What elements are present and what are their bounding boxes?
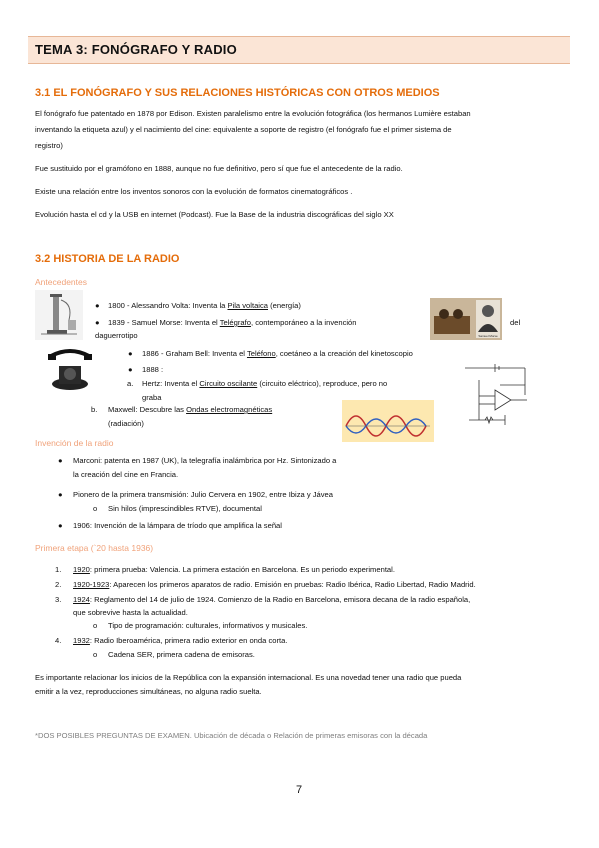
exam-note: *DOS POSIBLES PREGUNTAS DE EXAMEN. Ubicación de década o Relación de primeras emisoras con la década bbox=[35, 731, 428, 740]
telephone-image bbox=[45, 344, 95, 394]
etapa-2-text: : Aparecen los primeros aparatos de radio. Emisión en pruebas: Radio Ibérica, Radio Libertad, Radio Madrid. bbox=[109, 580, 476, 589]
invencion-2-sub: Sin hilos (imprescindibles RTVE), documental bbox=[108, 504, 262, 513]
antecedente-3 bbox=[142, 347, 413, 360]
etapa-1-number: 1. bbox=[55, 565, 62, 574]
antecedente-5 bbox=[142, 377, 387, 390]
section-3-2-heading: 3.2 HISTORIA DE LA RADIO bbox=[35, 253, 180, 265]
antecedente-5-text: Hertz: Inventa el bbox=[142, 379, 200, 388]
etapa-4-number: 4. bbox=[55, 636, 62, 645]
ondas-electromagneticas-term: Ondas electromagnéticas bbox=[186, 405, 273, 414]
pila-voltaica-term: Pila voltaica bbox=[227, 301, 269, 310]
etapa-3-sub: Tipo de programación: culturales, informativos y musicales. bbox=[108, 621, 308, 630]
bullet-inv-3: ● bbox=[58, 521, 63, 530]
bullet-inv-2: ● bbox=[58, 490, 63, 499]
antecedente-4: 1888 : bbox=[142, 365, 164, 374]
invencion-3: 1906: Invención de la lámpara de tríodo que amplifica la señal bbox=[73, 521, 282, 530]
electromagnetic-wave-image bbox=[342, 400, 434, 442]
telefono-term: Teléfono bbox=[246, 349, 276, 358]
s31-paragraph-3: Existe una relación entre los inventos sonoros con la evolución de formatos cinematográficos . bbox=[35, 187, 353, 196]
title-bar bbox=[28, 36, 570, 64]
telegraph-morse-image bbox=[430, 298, 502, 340]
etapa-3-number: 3. bbox=[55, 595, 62, 604]
antecedente-5-marker: a. bbox=[127, 379, 134, 388]
antecedente-3-text: 1886 - Graham Bell: Inventa el bbox=[142, 349, 247, 358]
antecedente-1-text: 1800 - Alessandro Volta: Inventa la bbox=[108, 301, 228, 310]
invencion-2: Pionero de la primera transmisión: Julio Cervera en 1902, entre Ibiza y Jávea bbox=[73, 490, 334, 499]
sub-bullet-inv-2: o bbox=[93, 504, 98, 513]
etapa-4-text: : Radio Iberoamérica, primera radio exterior en onda corta. bbox=[89, 636, 288, 645]
etapa-3-text: : Reglamento del 14 de julio de 1924. Comienzo de la Radio en Barcelona, emisora decana de la radio española, bbox=[89, 595, 471, 604]
etapa-4-year: 1932 bbox=[73, 636, 90, 645]
antecedente-2-end: , contemporáneo a la invención bbox=[250, 318, 357, 327]
etapa-3-cont: que sobrevive hasta la actualidad. bbox=[73, 608, 188, 617]
etapa-3 bbox=[73, 593, 470, 606]
antecedente-1 bbox=[108, 299, 301, 312]
sub-bullet-etapa-3: o bbox=[93, 621, 98, 630]
s31-paragraph-1-line-3: registro) bbox=[35, 141, 63, 150]
bullet-inv-1: ● bbox=[58, 456, 63, 465]
antecedente-2-text: 1839 - Samuel Morse: Inventa el bbox=[108, 318, 220, 327]
etapa-2-year: 1920-1923 bbox=[73, 580, 110, 589]
etapa-1-year: 1920 bbox=[73, 565, 90, 574]
s31-paragraph-2: Fue sustituido por el gramófono en 1888, aunque no fue definitivo, pero sí que fue el antecedente de la radio. bbox=[35, 164, 403, 173]
etapa-2-number: 2. bbox=[55, 580, 62, 589]
etapa-2 bbox=[73, 578, 476, 591]
antecedente-5-end: (circuito eléctrico), reproduce, pero no bbox=[257, 379, 388, 388]
s31-paragraph-1-line-2: inventando la etiqueta azul) y el nacimiento del cine: equivalente a soporte de registro (el fonógrafo fue el primer sistema de bbox=[35, 125, 452, 134]
antecedente-6-text: Maxwell: Descubre las bbox=[108, 405, 187, 414]
bullet-1: ● bbox=[95, 301, 100, 310]
bullet-2: ● bbox=[95, 318, 100, 327]
section-3-1-heading: 3.1 EL FONÓGRAFO Y SUS RELACIONES HISTÓRICAS CON OTROS MEDIOS bbox=[35, 87, 440, 99]
page-title: TEMA 3: FONÓGRAFO Y RADIO bbox=[35, 42, 237, 57]
telegrafo-term: Telégrafo bbox=[219, 318, 251, 327]
voltaic-pile-image bbox=[35, 290, 83, 340]
sub-bullet-etapa-4: o bbox=[93, 650, 98, 659]
invencion-1: Marconi: patenta en 1987 (UK), la telegrafía inalámbrica por Hz. Sintonizado a bbox=[73, 456, 337, 465]
etapa-3-year: 1924 bbox=[73, 595, 90, 604]
s31-paragraph-4: Evolución hasta el cd y la USB en internet (Podcast). Fue la Base de la industria discográficas del siglo XX bbox=[35, 210, 394, 219]
antecedente-1-end: (energía) bbox=[268, 301, 301, 310]
circuito-oscilante-term: Circuito oscilante bbox=[199, 379, 258, 388]
s32-final-paragraph-line-1: Es importante relacionar los inicios de la República con la expansión internacional. Es una novedad tener una radio que pueda bbox=[35, 673, 462, 682]
antecedente-2-del: del bbox=[510, 318, 521, 327]
antecedente-6 bbox=[108, 403, 272, 416]
page-number: 7 bbox=[296, 784, 303, 796]
invencion-1-cont: la creación del cine en Francia. bbox=[73, 470, 179, 479]
primera-etapa-heading: Primera etapa (`20 hasta 1936) bbox=[35, 543, 154, 553]
etapa-4 bbox=[73, 634, 287, 647]
s31-paragraph-1-line-1: El fonógrafo fue patentado en 1878 por Edison. Existen paralelismo entre la evolución fotográfica (los hermanos Lumière estaban bbox=[35, 109, 471, 118]
antecedente-2 bbox=[108, 316, 357, 329]
antecedentes-heading: Antecedentes bbox=[35, 277, 87, 287]
etapa-4-sub: Cadena SER, primera cadena de emisoras. bbox=[108, 650, 255, 659]
etapa-1 bbox=[73, 563, 395, 576]
etapa-1-text: : primera prueba: Valencia. La primera estación en Barcelona. Es un periodo experimental. bbox=[89, 565, 395, 574]
antecedente-2-cont: daguerrotipo bbox=[95, 331, 138, 340]
image-caption: Samuel Morse bbox=[478, 334, 498, 338]
circuit-diagram-image bbox=[455, 360, 537, 430]
bullet-3: ● bbox=[128, 349, 133, 358]
s32-final-paragraph-line-2: emitir a la vez, reproducciones simultáneas, no alguna radio suelta. bbox=[35, 687, 262, 696]
bullet-4: ● bbox=[128, 365, 133, 374]
invencion-heading: Invención de la radio bbox=[35, 438, 114, 448]
antecedente-6-marker: b. bbox=[91, 405, 98, 414]
antecedente-3-end: , coetáneo a la creación del kinetoscopio bbox=[275, 349, 413, 358]
antecedente-6-cont: (radiación) bbox=[108, 419, 144, 428]
antecedente-5-cont: graba bbox=[142, 393, 162, 402]
